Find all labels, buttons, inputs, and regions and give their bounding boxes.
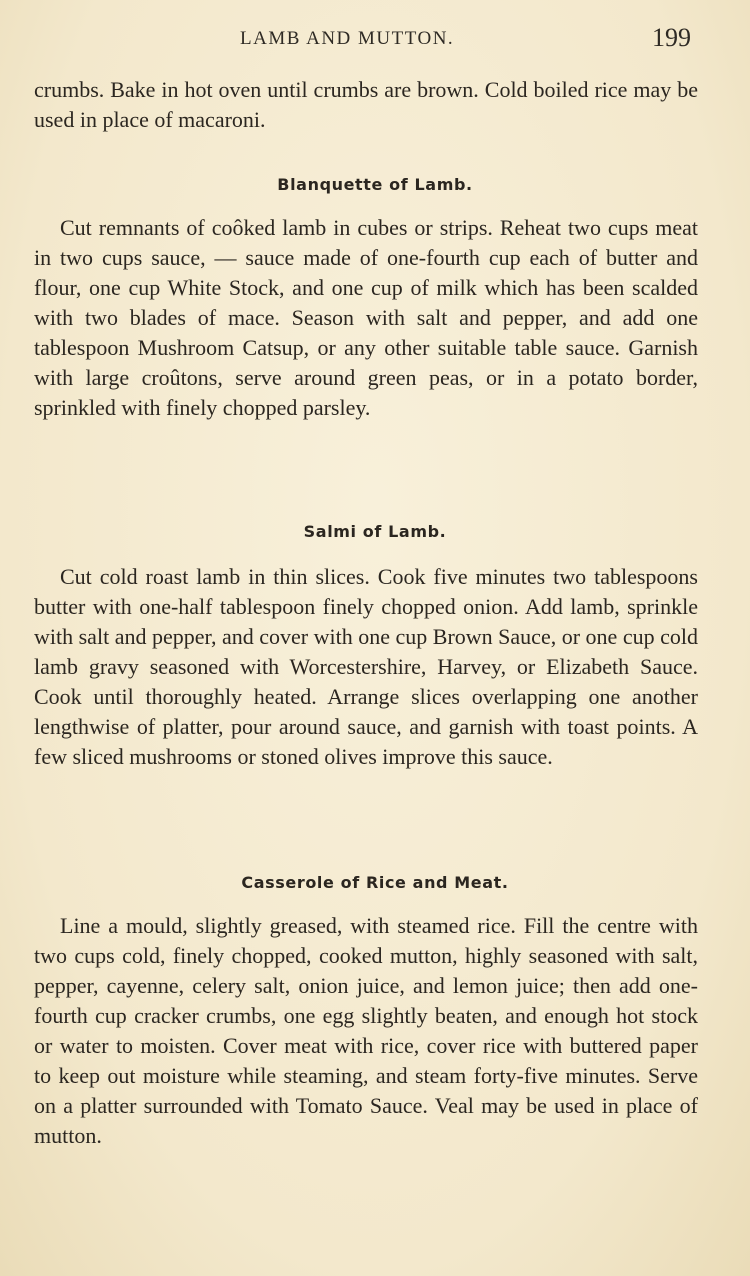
- continuation-paragraph: crumbs. Bake in hot oven until crumbs are brown. Cold boiled rice may be used in place of macaroni.: [34, 77, 698, 132]
- recipe-title-blanquette: Blanquette of Lamb.: [277, 175, 473, 194]
- page-number: 199: [652, 23, 691, 52]
- recipe-text-blanquette: Cut remnants of coôked lamb in cubes or strips. Reheat two cups meat in two cups sauce, — sauce made of one-fourth cup each of butter and flour, one cup White Stock, and one cup of milk which has been scalded with two blades of mace. Season with salt and pepper, and add one tablespoon Mushroom Catsup, or any other suitable table sauce. Garnish with large croûtons, serve around green peas, or in a potato border, sprinkled with finely chopped parsley.: [34, 215, 698, 420]
- running-title: LAMB AND MUTTON.: [240, 28, 455, 49]
- recipe-title-salmi: Salmi of Lamb.: [303, 522, 447, 541]
- recipe-text-casserole: Line a mould, slightly greased, with steamed rice. Fill the centre with two cups cold, finely chopped, cooked mutton, highly seasoned with salt, pepper, cayenne, celery salt, onion juice, and lemon juice; then add one-fourth cup cracker crumbs, one egg slightly beaten, and enough hot stock or water to moisten. Cover meat with rice, cover rice with buttered paper to keep out moisture while steaming, and steam forty-five minutes. Serve on a platter surrounded with Tomato Sauce. Veal may be used in place of mutton.: [34, 913, 698, 1148]
- recipe-title-casserole: Casserole of Rice and Meat.: [241, 873, 509, 892]
- recipe-text-salmi: Cut cold roast lamb in thin slices. Cook five minutes two tablespoons butter with one-half tablespoon finely chopped onion. Add lamb, sprinkle with salt and pepper, and cover with one cup Brown Sauce, or one cup cold lamb gravy seasoned with Worcestershire, Harvey, or Elizabeth Sauce. Cook until thoroughly heated. Arrange slices overlapping one another lengthwise of platter, pour around sauce, and garnish with toast points. A few sliced mushrooms or stoned olives improve this sauce.: [34, 564, 698, 769]
- running-head: [0, 20, 750, 54]
